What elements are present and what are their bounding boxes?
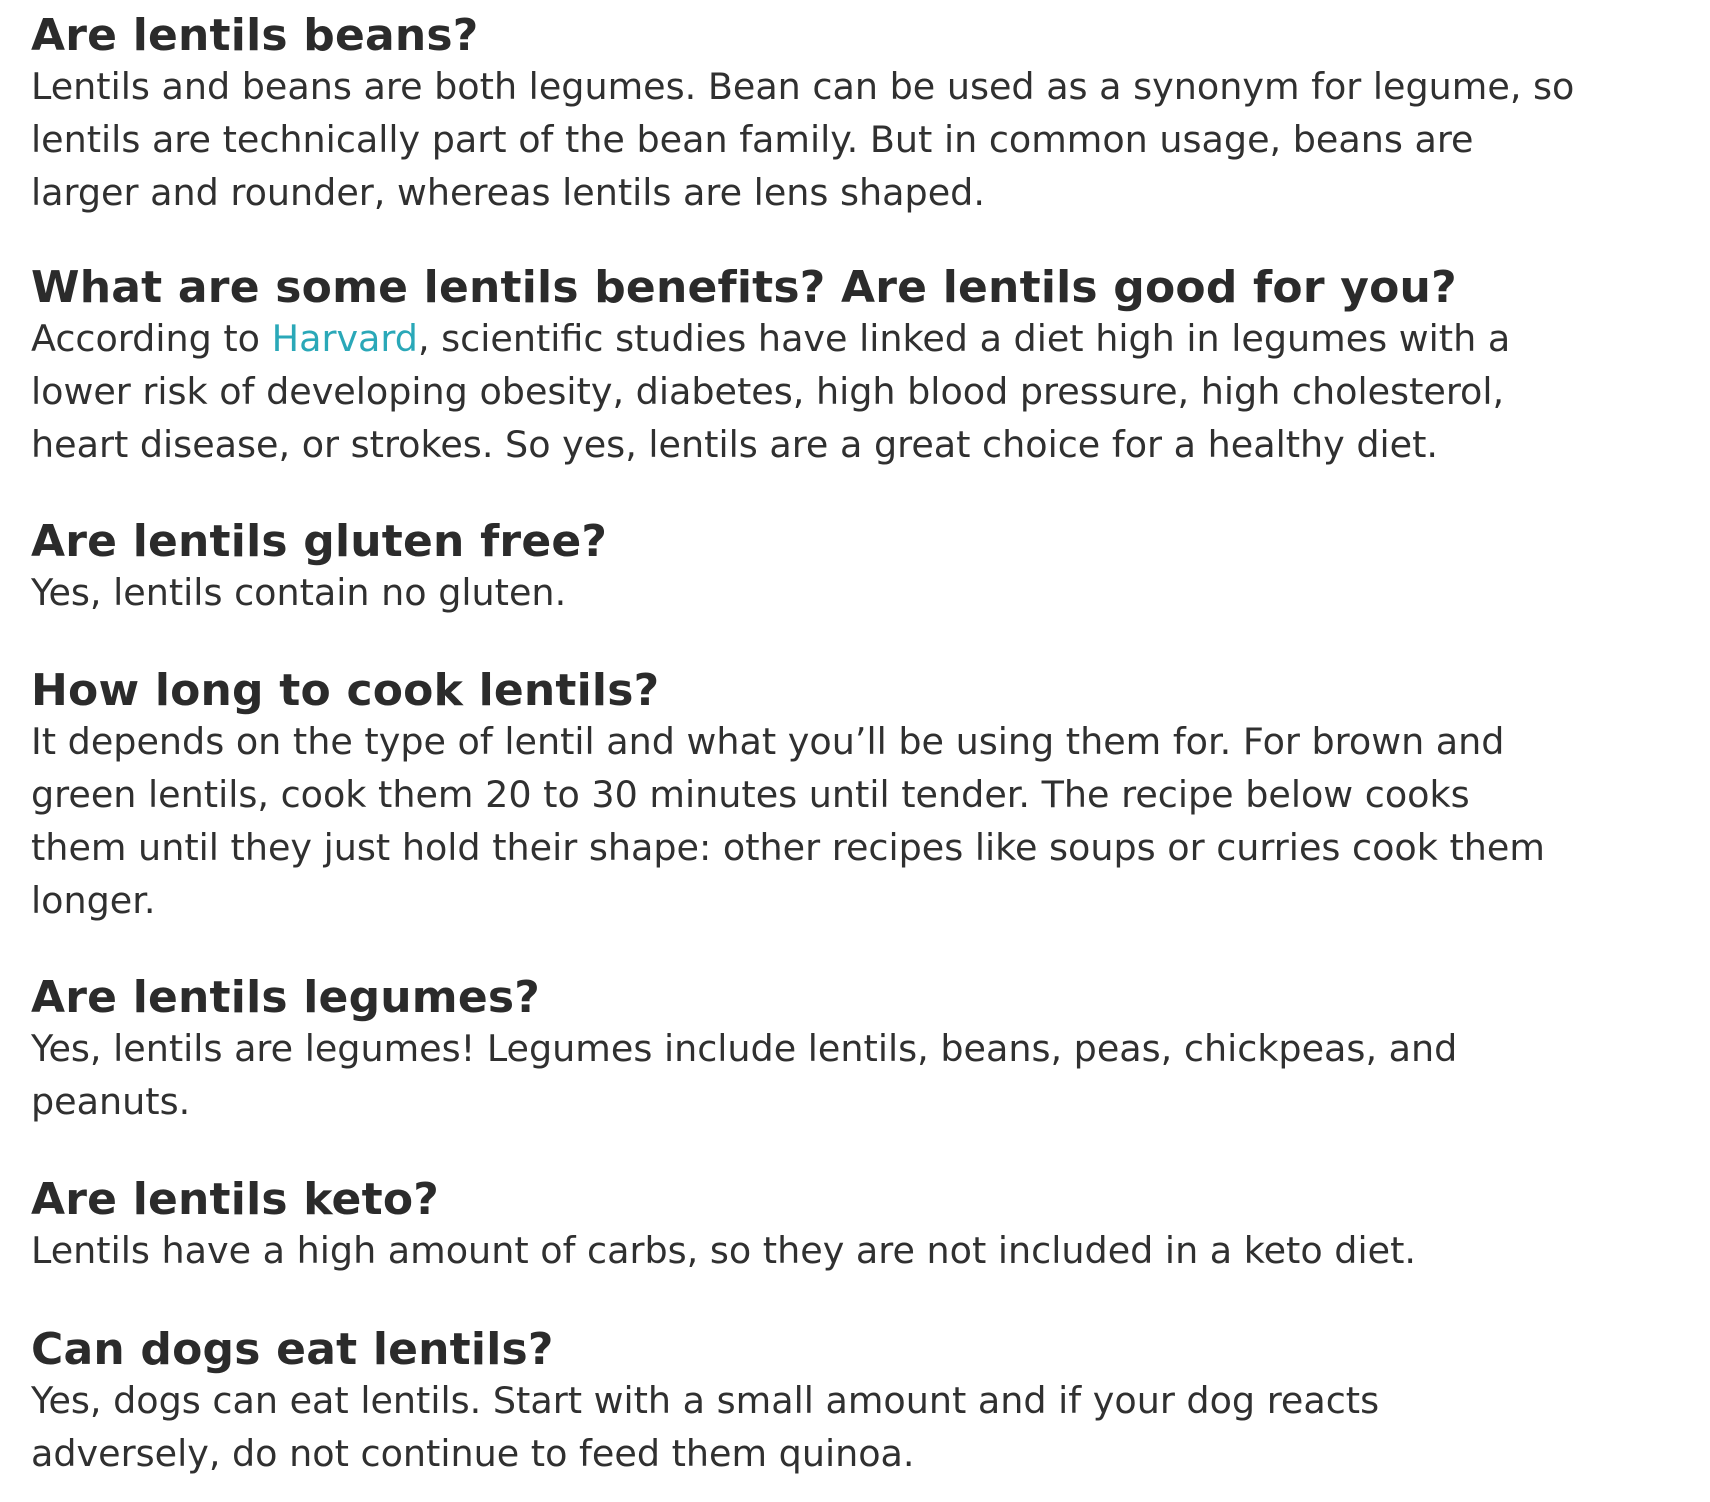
faq-item-gluten-free <box>31 518 1671 619</box>
faq-item-keto <box>31 1176 1671 1277</box>
faq-answer: Lentils and beans are both legumes. Bean can be used as a synonym for legume, so lentils are technically part of the bean family. But in common usage, beans are larger and rounder, whereas lentils are lens shaped. <box>31 65 1575 214</box>
faq-item-dogs <box>31 1326 1671 1480</box>
faq-item-cook-time <box>31 667 1671 927</box>
faq-answer: It depends on the type of lentil and what you’ll be using them for. For brown and green lentils, cook them 20 to 30 minutes until tender. The recipe below cooks them until they just hold their shape: other recipes like soups or curries cook them longer. <box>31 720 1545 922</box>
faq-answer <box>31 312 1671 471</box>
faq-item-legumes <box>31 974 1671 1128</box>
faq-question: Are lentils keto? <box>31 1174 439 1225</box>
harvard-link[interactable]: Harvard <box>271 317 418 360</box>
faq-answer: Lentils have a high amount of carbs, so they are not included in a keto diet. <box>31 1229 1416 1272</box>
faq-answer: Yes, dogs can eat lentils. Start with a small amount and if your dog reacts adversely, do not continue to feed them quinoa. <box>31 1379 1380 1475</box>
faq-answer: Yes, lentils contain no gluten. <box>31 571 567 614</box>
faq-question: Are lentils legumes? <box>31 972 541 1023</box>
faq-question: What are some lentils benefits? Are lentils good for you? <box>31 262 1457 313</box>
faq-question: How long to cook lentils? <box>31 665 660 716</box>
faq-answer-text: According to <box>31 317 272 360</box>
faq-item-lentils-benefits <box>31 264 1671 471</box>
faq-question: Are lentils gluten free? <box>31 516 608 567</box>
faq-question: Can dogs eat lentils? <box>31 1324 554 1375</box>
faq-question: Are lentils beans? <box>31 10 479 61</box>
faq-item-lentils-beans <box>31 12 1671 219</box>
faq-answer: Yes, lentils are legumes! Legumes include lentils, beans, peas, chickpeas, and peanuts. <box>31 1027 1458 1123</box>
faq-answer-text: , scientific studies have linked a diet high in legumes with a lower risk of developing obesity, diabetes, high blood pressure, high cholesterol, heart disease, or strokes. So yes, lentils are a great choice for a healthy diet. <box>31 317 1511 466</box>
